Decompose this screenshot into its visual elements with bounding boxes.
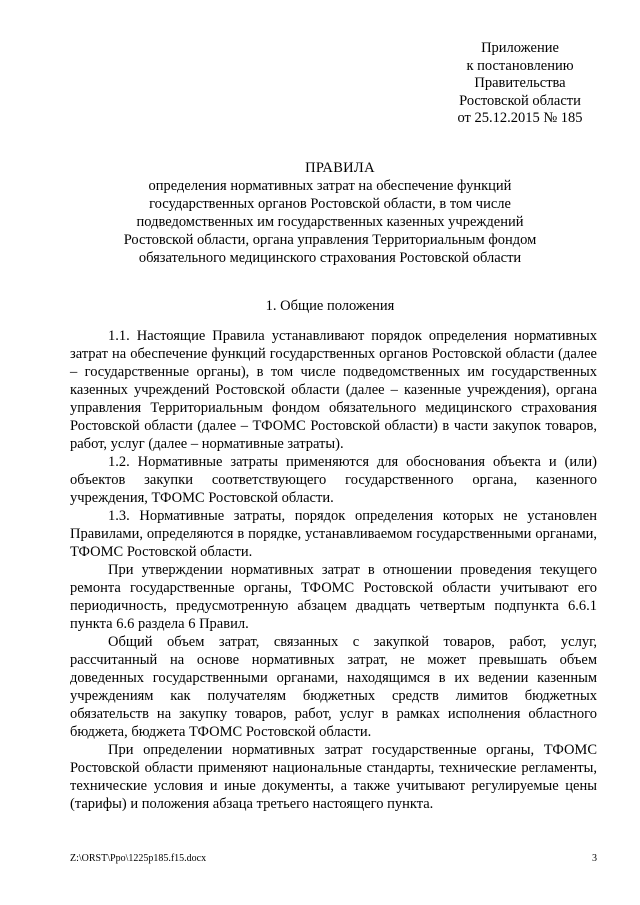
subtitle-line: государственных органов Ростовской области, в том числе (149, 196, 511, 212)
paragraph-repair: При утверждении нормативных затрат в отношении проведения текущего ремонта государственные органы, ТФОМС Ростовской области учитывают его периодичность, предусмотренную абзацем двадцать четвертым подпункта 6.6.1 пункта 6.6 раздела 6 Правил. (70, 562, 597, 632)
annex-line: к постановлению (466, 57, 574, 74)
annex-line: Ростовской области (459, 92, 581, 109)
annex-line: Приложение (481, 40, 559, 56)
subtitle-line: Ростовской области, органа управления Территориальным фондом (123, 232, 537, 248)
section-heading: 1. Общие положения (265, 298, 395, 314)
annex-block (420, 40, 620, 128)
subtitle-line: обязательного медицинского страхования Ростовской области (138, 250, 522, 266)
paragraph-1-2: 1.2. Нормативные затраты применяются для обоснования объекта и (или) объектов закупки соответствующего государственного органа, казенного учреждения, ТФОМС Ростовской области. (70, 454, 597, 506)
document-body (70, 327, 597, 813)
paragraph-standards: При определении нормативных затрат государственные органы, ТФОМС Ростовской области применяют национальные стандарты, технические регламенты, технические условия и иные документы, а также учитывают регулируемые цены (тарифы) и положения абзаца третьего настоящего пункта. (70, 742, 597, 812)
document-title: ПРАВИЛА (305, 160, 375, 176)
file-path: Z:\ORST\Ppo\1225p185.f15.docx (70, 853, 207, 864)
paragraph-1-1: 1.1. Настоящие Правила устанавливают порядок определения нормативных затрат на обеспечение функций государственных органов Ростовской области (далее – государственные органы), в том числе подведомственных им государственных казенных учреждений Ростовской области (далее – казенные учреждения), органа управления Территориальным фондом обязательного медицинского страхования Ростовской области (далее – ТФОМС Ростовской области) в части закупок товаров, работ, услуг (далее – нормативные затраты). (70, 328, 597, 452)
paragraph-1-3: 1.3. Нормативные затраты, порядок определения которых не установлен Правилами, определяются в порядке, устанавливаемом государственными органами, ТФОМС Ростовской области. (70, 508, 597, 560)
page-footer (70, 853, 597, 864)
annex-line: от 25.12.2015 № 185 (457, 110, 583, 127)
page-number: 3 (592, 853, 597, 864)
annex-line: Правительства (474, 75, 566, 92)
subtitle-line: определения нормативных затрат на обеспечение функций (148, 178, 512, 194)
document-subtitle (60, 177, 600, 267)
subtitle-line: подведомственных им государственных казенных учреждений (136, 214, 524, 230)
paragraph-total-volume: Общий объем затрат, связанных с закупкой товаров, работ, услуг, рассчитанный на основе нормативных затрат, не может превышать объем доведенных государственными органами, находящимся в их ведении казенным учреждениям как получателям бюджетных средств лимитов бюджетных обязательств на закупку товаров, работ, услуг в рамках исполнения областного бюджета, бюджета ТФОМС Ростовской области. (70, 634, 597, 740)
